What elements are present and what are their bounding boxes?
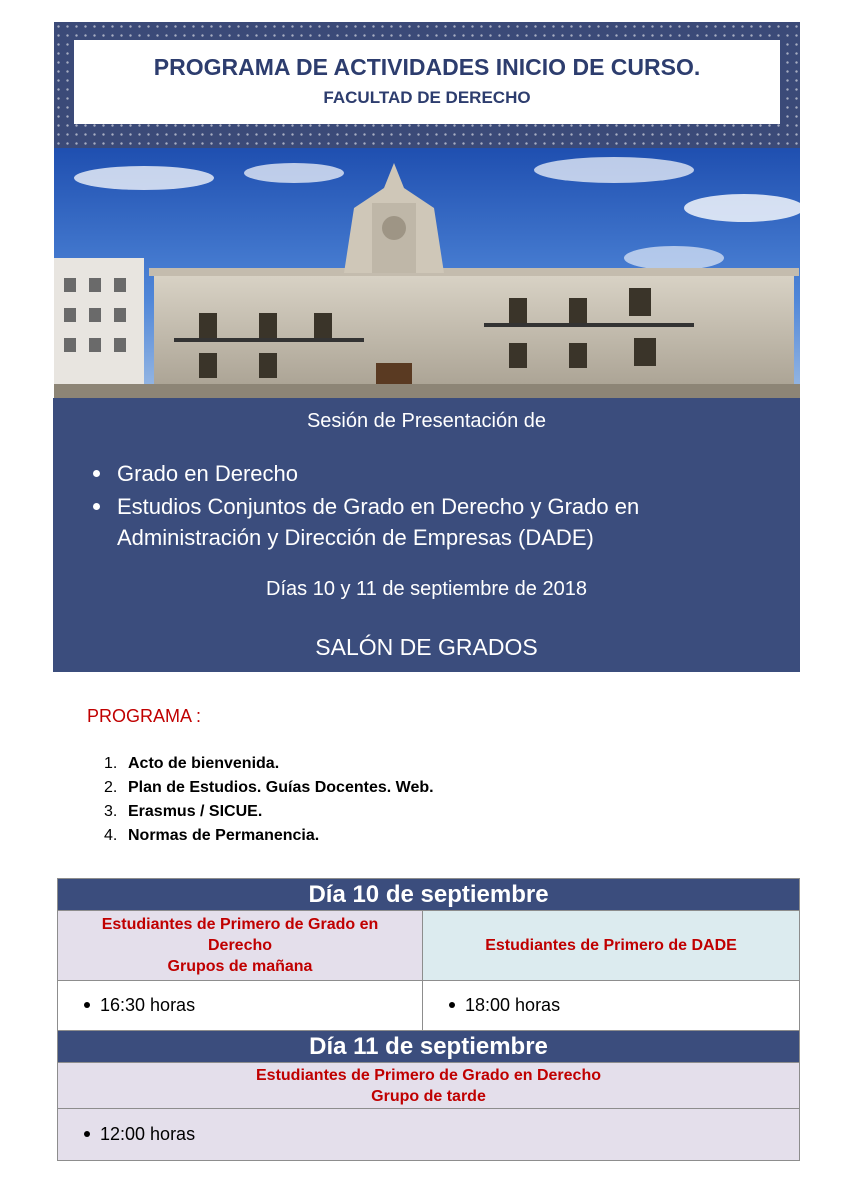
session-dates: Días 10 y 11 de septiembre de 2018 — [266, 578, 587, 600]
session-venue: SALÓN DE GRADOS — [315, 634, 538, 660]
table-row — [58, 1109, 800, 1161]
day1-left-group — [58, 911, 423, 981]
day2-header: Día 11 de septiembre — [58, 1031, 800, 1063]
day1-right-time-cell — [423, 981, 800, 1031]
table-row — [58, 911, 800, 981]
degree-item: Estudios Conjuntos de Grado en Derecho y Grado en Administración y Dirección de Empresas (DADE) — [91, 491, 781, 553]
programa-item — [104, 776, 434, 800]
programa-item — [104, 800, 434, 824]
day1-left-group-line: Grupos de mañana — [167, 958, 313, 975]
bullet-icon — [84, 1002, 90, 1008]
header-banner — [54, 22, 800, 148]
table-row — [58, 1031, 800, 1063]
programa-item — [104, 752, 434, 776]
programa-item-number: 1. — [104, 755, 118, 772]
day2-group-line: Estudiantes de Primero de Grado en Derecho — [256, 1066, 601, 1084]
degree-list — [91, 458, 781, 555]
faculty-subtitle: FACULTAD DE DERECHO — [323, 88, 531, 107]
programa-item-number: 3. — [104, 803, 118, 820]
programa-item — [104, 824, 434, 848]
programa-item-text: Erasmus / SICUE. — [128, 803, 263, 820]
day2-group-line: Grupo de tarde — [371, 1087, 486, 1105]
bullet-icon — [84, 1131, 90, 1137]
programa-item-number: 2. — [104, 779, 118, 796]
table-row — [58, 981, 800, 1031]
schedule-table — [57, 878, 800, 1161]
programa-item-text: Normas de Permanencia. — [128, 827, 320, 844]
page-title: PROGRAMA DE ACTIVIDADES INICIO DE CURSO. — [153, 54, 701, 80]
programa-item-number: 4. — [104, 827, 118, 844]
day1-left-time: 16:30 horas — [100, 995, 196, 1015]
degree-item: Grado en Derecho — [91, 458, 781, 489]
building-photo-icon — [54, 148, 800, 398]
bullet-icon — [449, 1002, 455, 1008]
table-row — [58, 879, 800, 911]
day1-right-group-line: Estudiantes de Primero de DADE — [485, 936, 737, 954]
day1-left-group-line: Derecho — [207, 937, 273, 954]
programa-label: PROGRAMA : — [87, 706, 202, 726]
programa-list — [104, 752, 434, 848]
day2-group — [58, 1063, 800, 1109]
day2-time: 12:00 horas — [100, 1124, 196, 1144]
day1-right-group — [423, 911, 800, 981]
programa-item-text: Plan de Estudios. Guías Docentes. Web. — [128, 779, 434, 796]
day2-time-cell — [58, 1109, 800, 1161]
programa-item-text: Acto de bienvenida. — [128, 755, 280, 772]
session-title: Sesión de Presentación de — [306, 410, 547, 432]
day1-header: Día 10 de septiembre — [58, 879, 800, 911]
building-photo — [54, 148, 800, 398]
session-panel — [53, 398, 800, 672]
header-box — [74, 40, 780, 124]
table-row — [58, 1063, 800, 1109]
day1-left-time-cell — [58, 981, 423, 1031]
day1-left-group-line: Estudiantes de Primero de Grado en — [101, 916, 379, 933]
day1-right-time: 18:00 horas — [465, 995, 561, 1015]
